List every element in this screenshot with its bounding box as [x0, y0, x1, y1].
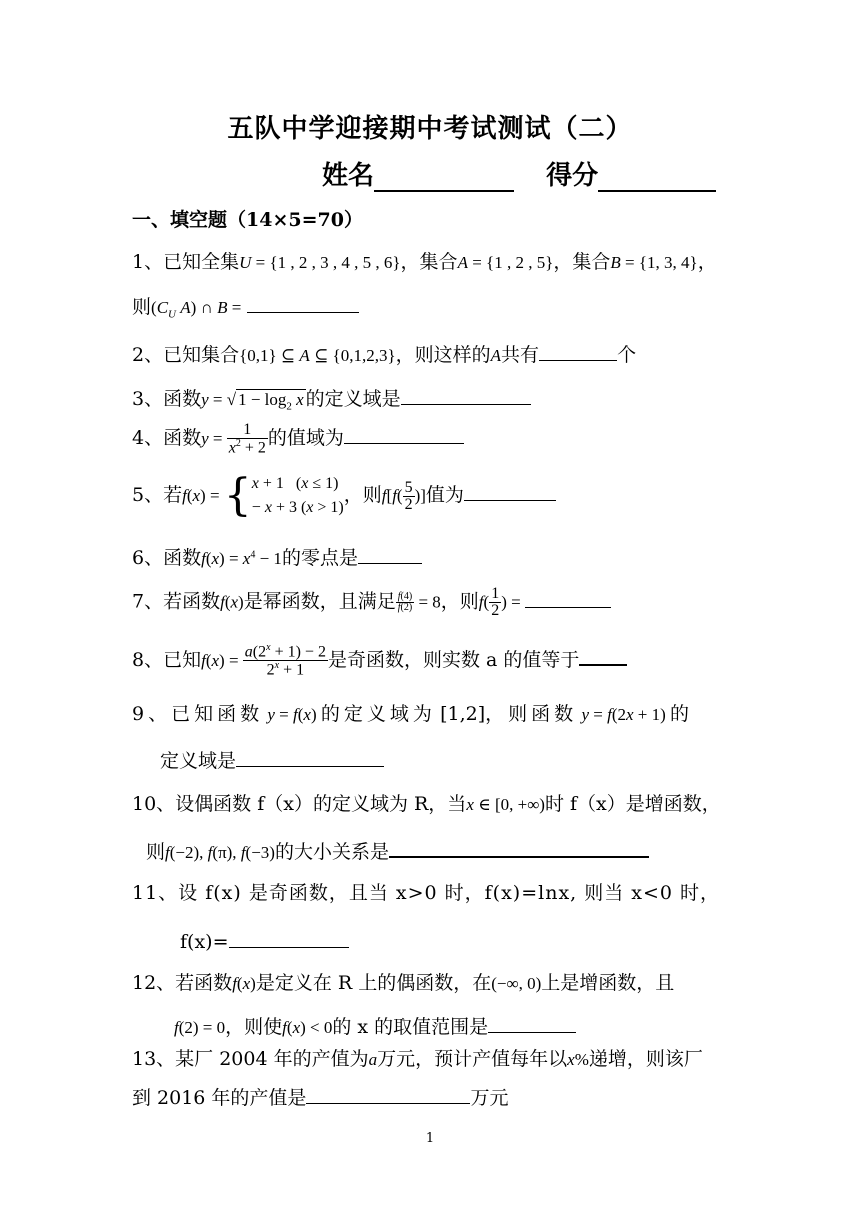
q10-text: 的大小关系是 — [274, 841, 389, 863]
q5-text: 5、若 — [132, 484, 183, 506]
q3-text: 的定义域是 — [305, 388, 401, 410]
q9-text: 9、已知函数 — [132, 703, 264, 725]
question-6: 6、函数$f(x) = x^4 - 1$的零点是 — [132, 546, 422, 568]
q8-answer-blank[interactable] — [579, 647, 627, 666]
q9-text: 的定义域为 — [320, 703, 436, 725]
q12-text: 是定义在 R 上的偶函数，在 — [255, 972, 492, 994]
q11-answer-blank[interactable] — [229, 930, 349, 948]
question-10-cont: 则f(−2), f(π), f(−3)的大小关系是 — [146, 839, 649, 862]
page-title: 五队中学迎接期中考试测试（二） — [227, 114, 633, 144]
question-3: 3、函数y = √ $1 - \log_2 x$ 的定义域是 — [132, 387, 531, 412]
q4-text: 4、函数 — [132, 427, 202, 450]
q12-text: 上是增函数，且 — [541, 972, 675, 994]
q5-text: ，则 — [343, 484, 382, 506]
q7-text: 是幂函数，且满足 — [243, 590, 396, 613]
q6-answer-blank[interactable] — [358, 546, 422, 564]
q2-text: ，则这样的 — [395, 344, 491, 366]
q13-text: 万元，预计产值每年以 — [377, 1048, 568, 1070]
q6-text: 6、函数 — [132, 547, 202, 569]
q2-answer-blank[interactable] — [539, 343, 617, 361]
q3-answer-blank[interactable] — [401, 387, 531, 405]
name-label: 姓名 — [322, 161, 375, 191]
q12-text: 12、若函数 — [132, 972, 233, 994]
q9-text: ，则函数 — [485, 703, 578, 725]
q10-answer-blank[interactable] — [389, 839, 649, 858]
q1-text: 则 — [132, 296, 152, 318]
score-blank[interactable] — [598, 164, 716, 192]
q1-text: ，集合 — [400, 251, 458, 273]
q1-text: ， — [697, 251, 717, 273]
question-5: 5、若f(x) = { x + 1 (x ≤ 1) − x + 3 (x > 1) ，则f[f( $\frac{5}{2}$ )]值为 — [132, 472, 556, 520]
section-heading: 一、填空题（14×5=70） — [132, 209, 363, 231]
q5-text: 值为 — [425, 484, 464, 506]
q9-text: 定义域是 — [160, 750, 237, 772]
q3-text: 3、函数 — [132, 388, 202, 410]
q1-answer-blank[interactable] — [247, 295, 359, 313]
question-9: 9、已知函数 y = f(x) 的定义域为 [1,2]，则函数 y = f(2x + 1) 的 — [132, 703, 694, 725]
q5-answer-blank[interactable] — [464, 483, 556, 501]
question-12: 12、若函数f(x)是定义在 R 上的偶函数，在(−∞, 0)上是增函数，且 — [132, 972, 675, 994]
q12-text: ，则使 — [225, 1016, 283, 1038]
question-1-cont: 则($C_U$ A) ∩ B = — [132, 295, 359, 320]
q1-text: ，集合 — [553, 251, 611, 273]
q7-answer-blank[interactable] — [525, 590, 611, 608]
q11-text: f(x)= — [180, 931, 229, 953]
name-score-line — [322, 155, 716, 192]
q1-text: 1、已知全集 — [132, 251, 240, 273]
q10-text: 10、设偶函数 f（x）的定义域为 R，当 — [132, 793, 467, 815]
q11-text: 11、设 f(x) 是奇函数，且当 x>0 时，f(x)=lnx, 则当 x<0 时， — [132, 882, 721, 904]
q2-text: 2、已知集合 — [132, 344, 240, 366]
q13-text: 13、某厂 2004 年的产值为 — [132, 1048, 369, 1070]
q10-text: 时 f（x）是增函数， — [544, 793, 721, 815]
score-label: 得分 — [546, 161, 599, 191]
question-13-cont — [132, 1086, 508, 1108]
page-number: 1 — [425, 1131, 435, 1146]
question-9-cont — [160, 749, 384, 771]
question-1: 1、已知全集U = {1 , 2 , 3 , 4 , 5 , 6}，集合A = {1 , 2 , 5}，集合B = {1, 3, 4}， — [132, 251, 717, 273]
q13-text: 递增，则该厂 — [588, 1048, 703, 1070]
question-10: 10、设偶函数 f（x）的定义域为 R，当x ∈ [0, +∞)时 f（x）是增函数， — [132, 793, 721, 815]
q9-text: 的 — [670, 703, 694, 725]
q13-text: 到 2016 年的产值是 — [132, 1087, 307, 1109]
q12-text: 的 x 的取值范围是 — [332, 1016, 489, 1038]
question-11-cont — [180, 930, 349, 952]
q13-text: 万元 — [470, 1087, 509, 1109]
q7-text: 7、若函数 — [132, 590, 221, 613]
q4-answer-blank[interactable] — [344, 426, 464, 444]
q10-text: 则 — [146, 841, 166, 863]
q2-text: 个 — [617, 344, 637, 366]
q4-text: 的值域为 — [267, 427, 344, 450]
question-8: 8、已知f(x) = $\frac{a(2^x + 1) - 2}{2^x + 1}$ 是奇函数，则实数 a 的值等于 — [132, 643, 627, 679]
q2-text: 共有 — [501, 344, 540, 366]
q9-answer-blank[interactable] — [236, 749, 384, 767]
q6-text: 的零点是 — [281, 547, 358, 569]
q7-text: ，则 — [440, 590, 479, 613]
q8-text: 8、已知 — [132, 648, 202, 671]
question-11 — [132, 884, 720, 903]
question-4: 4、函数y = $\frac{1}{x^2 + 2}$ 的值域为 — [132, 422, 464, 456]
question-12-cont: f(2) = 0，则使f(x) < 0的 x 的取值范围是 — [174, 1015, 576, 1037]
question-13: 13、某厂 2004 年的产值为a万元，预计产值每年以x%递增，则该厂 — [132, 1048, 703, 1070]
name-blank[interactable] — [374, 164, 514, 192]
q13-answer-blank[interactable] — [306, 1086, 470, 1104]
q8-text: 是奇函数，则实数 a 的值等于 — [327, 648, 580, 671]
q9-text: [1,2] — [440, 703, 486, 725]
q12-answer-blank[interactable] — [488, 1015, 576, 1033]
question-7: 7、若函数f(x)是幂函数，且满足 $\frac{f(4)}{f(2)}$ = 8，则f( $\frac{1}{2}$ ) = — [132, 586, 611, 619]
question-2: 2、已知集合{0,1} ⊆ A ⊆ {0,1,2,3}，则这样的A共有 个 — [132, 344, 637, 366]
